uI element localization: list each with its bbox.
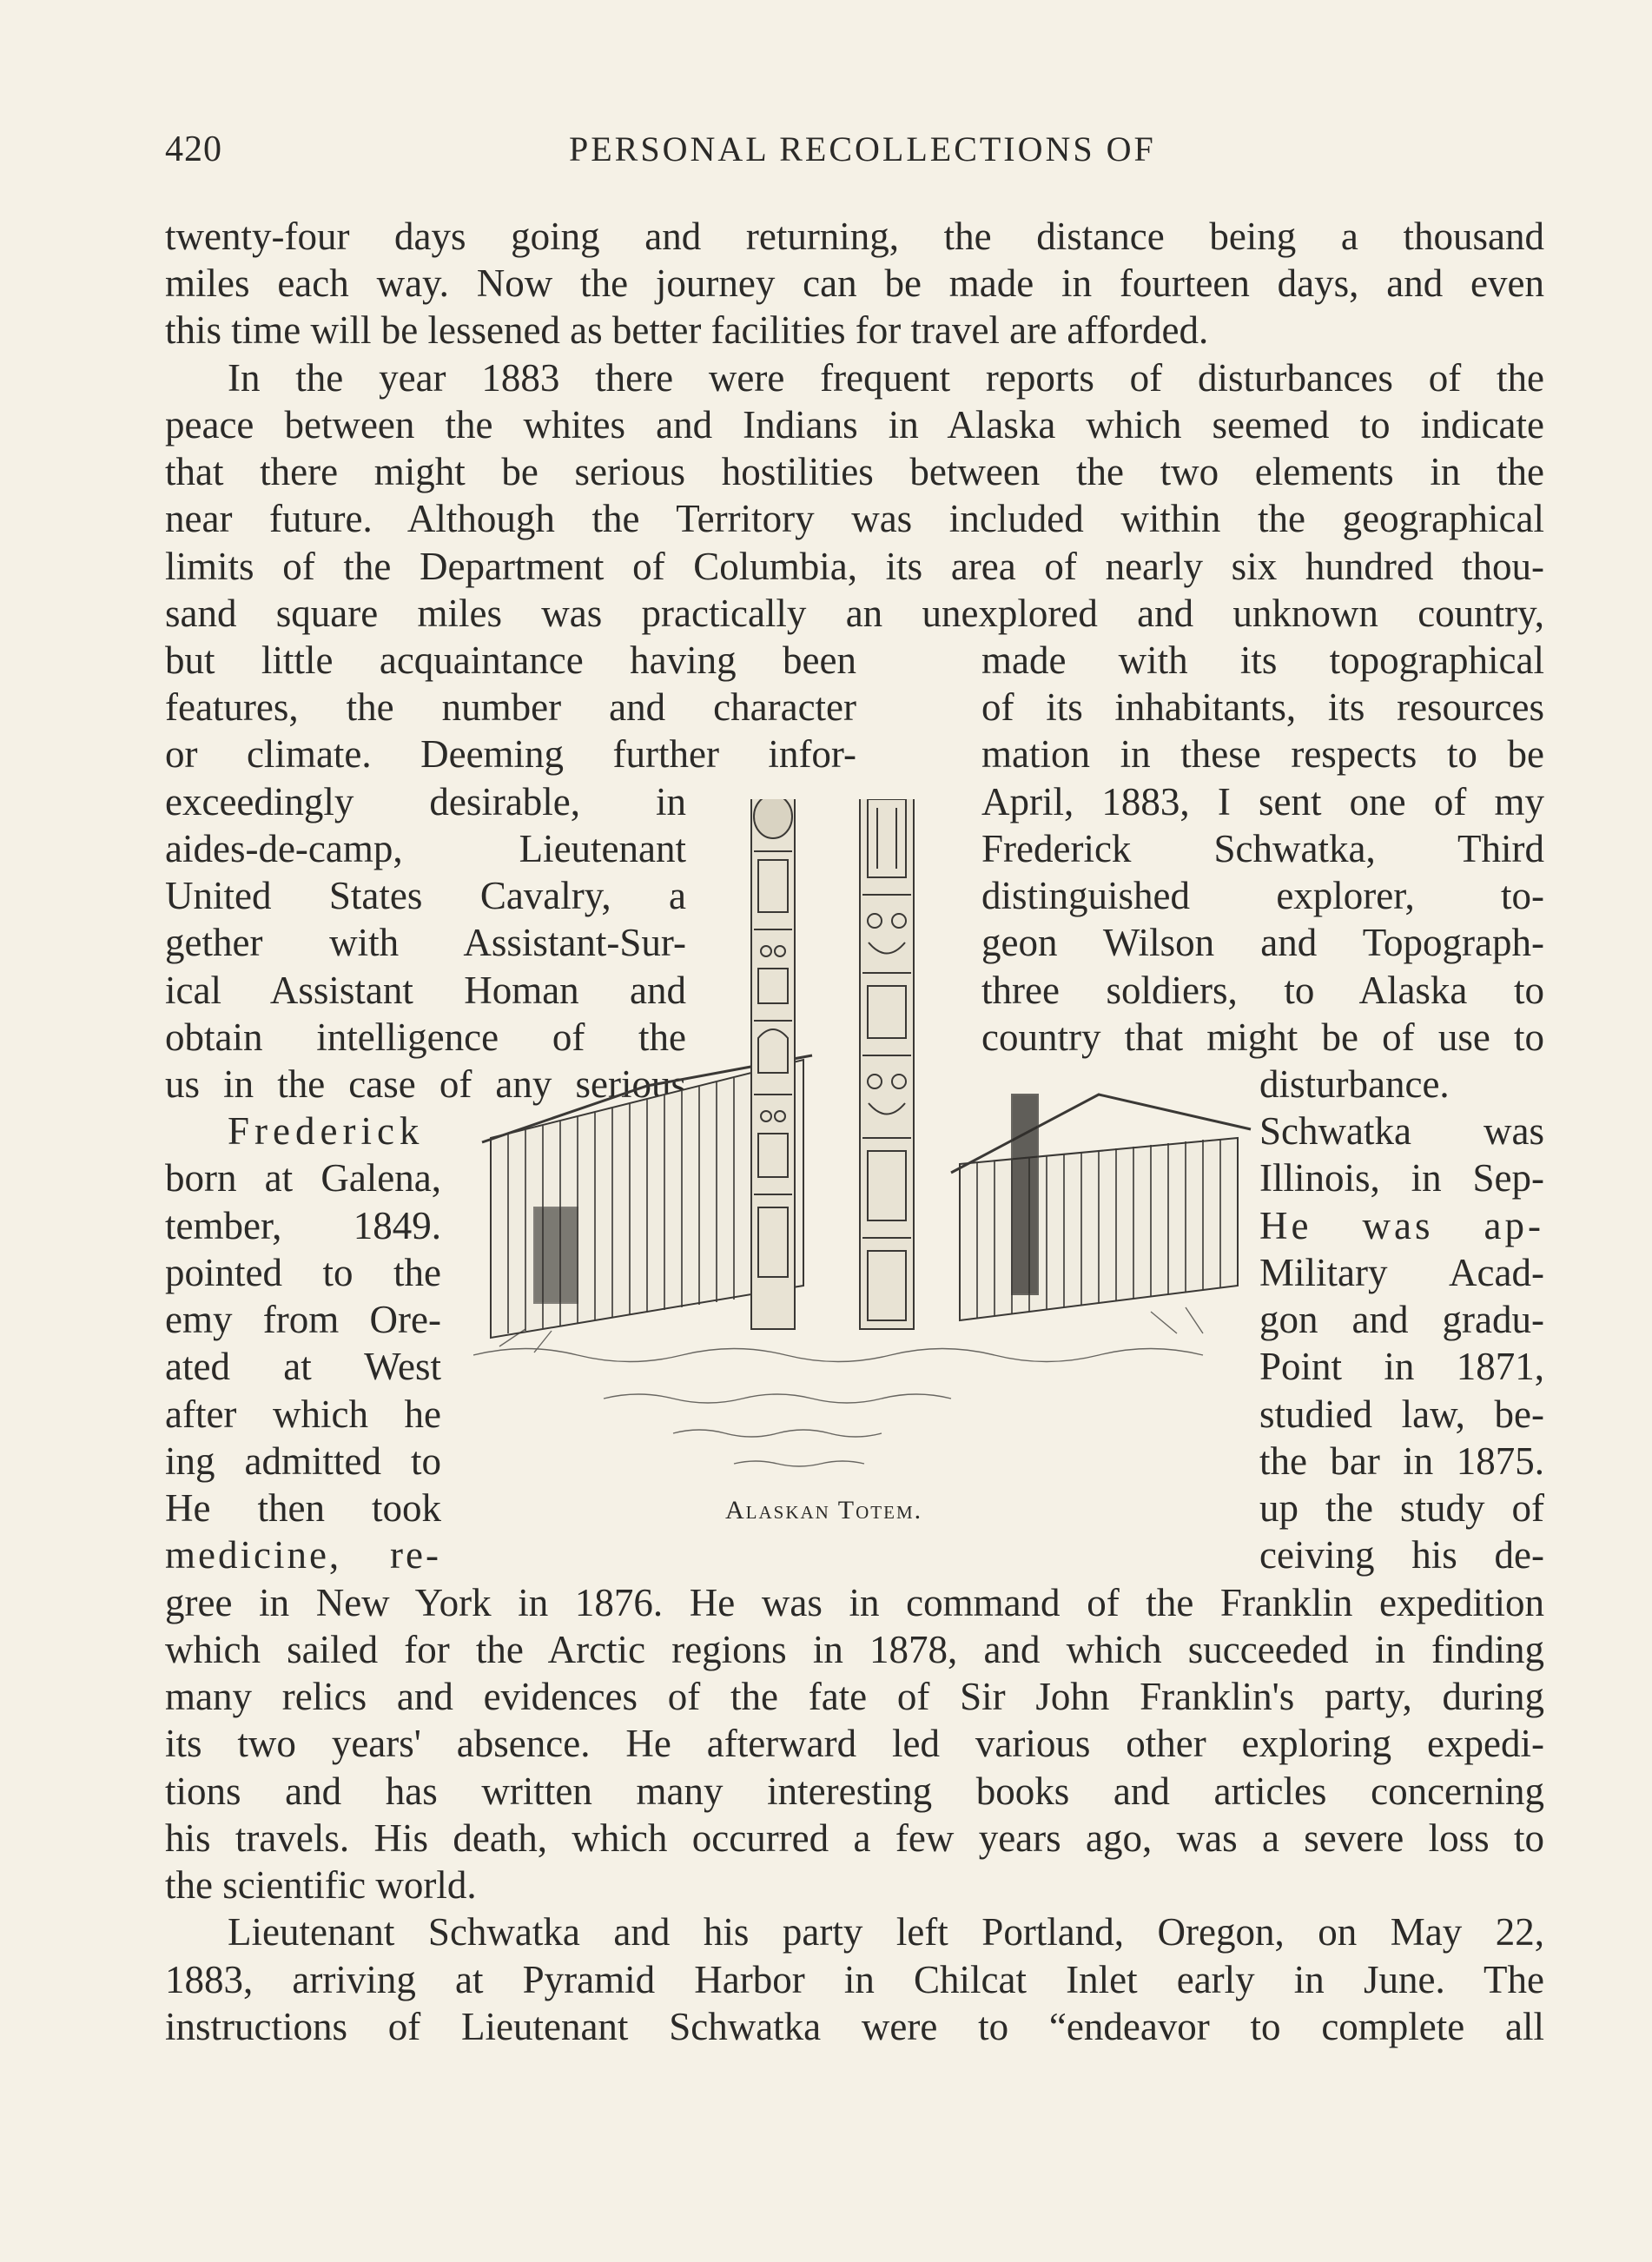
text-line: 1883, arriving at Pyramid Harbor in Chilcat Inlet early in June. The	[165, 1958, 1544, 2001]
text-line: his travels. His death, which occurred a few years ago, was a severe loss to	[165, 1816, 1544, 1860]
text-line: He then took	[165, 1486, 441, 1530]
text-line: which sailed for the Arctic regions in 1878, and which succeeded in finding	[165, 1628, 1544, 1671]
text-line: that there might be serious hostilities between the two elements in the	[165, 450, 1544, 493]
figure-caption: Alaskan Totem.	[725, 1496, 923, 1525]
text-line: pointed to the	[165, 1251, 441, 1294]
text-line: near future. Although the Territory was included within the geographical	[165, 497, 1544, 540]
text-line: us in the case of any serious	[165, 1062, 686, 1106]
text-line: He was ap-	[1259, 1204, 1544, 1247]
text-line: Lieutenant Schwatka and his party left Portland, Oregon, on May 22,	[228, 1910, 1544, 1954]
text-line: studied law, be-	[1259, 1392, 1544, 1436]
text-line: but little acquaintance having been	[165, 638, 856, 682]
text-line: tions and has written many interesting books and articles concerning	[165, 1769, 1544, 1813]
text-line: the scientific world.	[165, 1863, 477, 1907]
text-line: three soldiers, to Alaska to	[981, 969, 1544, 1012]
text-line: exceedingly desirable, in	[165, 780, 686, 823]
text-line: Schwatka was	[1259, 1109, 1544, 1153]
text-line: up the study of	[1259, 1486, 1544, 1530]
text-line: ceiving his de-	[1259, 1533, 1544, 1577]
text-line: Illinois, in Sep-	[1259, 1156, 1544, 1200]
running-title: PERSONAL RECOLLECTIONS OF	[569, 129, 1156, 169]
text-line: the bar in 1875.	[1259, 1439, 1544, 1483]
text-line: ing admitted to	[165, 1439, 441, 1483]
text-line: features, the number and character	[165, 685, 856, 729]
text-line: this time will be lessened as better facilities for travel are afforded.	[165, 308, 1209, 352]
page-number: 420	[165, 129, 222, 169]
text-line: geon Wilson and Topograph-	[981, 921, 1544, 964]
text-line: gether with Assistant-Sur-	[165, 921, 686, 964]
text-line: tember, 1849.	[165, 1204, 441, 1247]
text-line: made with its topographical	[981, 638, 1544, 682]
text-line: miles each way. Now the journey can be made in fourteen days, and even	[165, 261, 1544, 305]
text-line: gree in New York in 1876. He was in command of the Franklin expedition	[165, 1581, 1544, 1624]
text-line: instructions of Lieutenant Schwatka were to “endeavor to complete all	[165, 2005, 1544, 2048]
text-line: obtain intelligence of the	[165, 1015, 686, 1059]
alaskan-totem-illustration	[473, 799, 1255, 1564]
text-line: limits of the Department of Columbia, its area of nearly six hundred thou-	[165, 545, 1544, 588]
text-line: ical Assistant Homan and	[165, 969, 686, 1012]
text-line: gon and gradu-	[1259, 1298, 1544, 1341]
text-line: In the year 1883 there were frequent reports of disturbances of the	[228, 356, 1544, 400]
text-line: Frederick	[228, 1109, 425, 1153]
text-line: United States Cavalry, a	[165, 874, 686, 917]
text-line: sand square miles was practically an unexplored and unknown country,	[165, 592, 1544, 635]
text-line: distinguished explorer, to-	[981, 874, 1544, 917]
text-line: disturbance.	[1259, 1062, 1450, 1106]
text-line: of its inhabitants, its resources	[981, 685, 1544, 729]
text-line: emy from Ore-	[165, 1298, 441, 1341]
text-line: ated at West	[165, 1345, 441, 1388]
text-line: Military Acad-	[1259, 1251, 1544, 1294]
text-line: twenty-four days going and returning, the distance being a thousand	[165, 215, 1544, 258]
text-line: Point in 1871,	[1259, 1345, 1544, 1388]
text-line: or climate. Deeming further infor-	[165, 732, 856, 776]
text-line: its two years' absence. He afterward led various other exploring expedi-	[165, 1722, 1544, 1765]
text-line: born at Galena,	[165, 1156, 441, 1200]
text-line: after which he	[165, 1392, 441, 1436]
text-line: peace between the whites and Indians in Alaska which seemed to indicate	[165, 403, 1544, 446]
text-line: many relics and evidences of the fate of Sir John Franklin's party, during	[165, 1675, 1544, 1718]
text-line: medicine, re-	[165, 1533, 441, 1577]
text-line: mation in these respects to be	[981, 732, 1544, 776]
text-line: aides-de-camp, Lieutenant	[165, 827, 686, 870]
text-line: country that might be of use to	[981, 1015, 1544, 1059]
text-line: Frederick Schwatka, Third	[981, 827, 1544, 870]
text-line: April, 1883, I sent one of my	[981, 780, 1544, 823]
